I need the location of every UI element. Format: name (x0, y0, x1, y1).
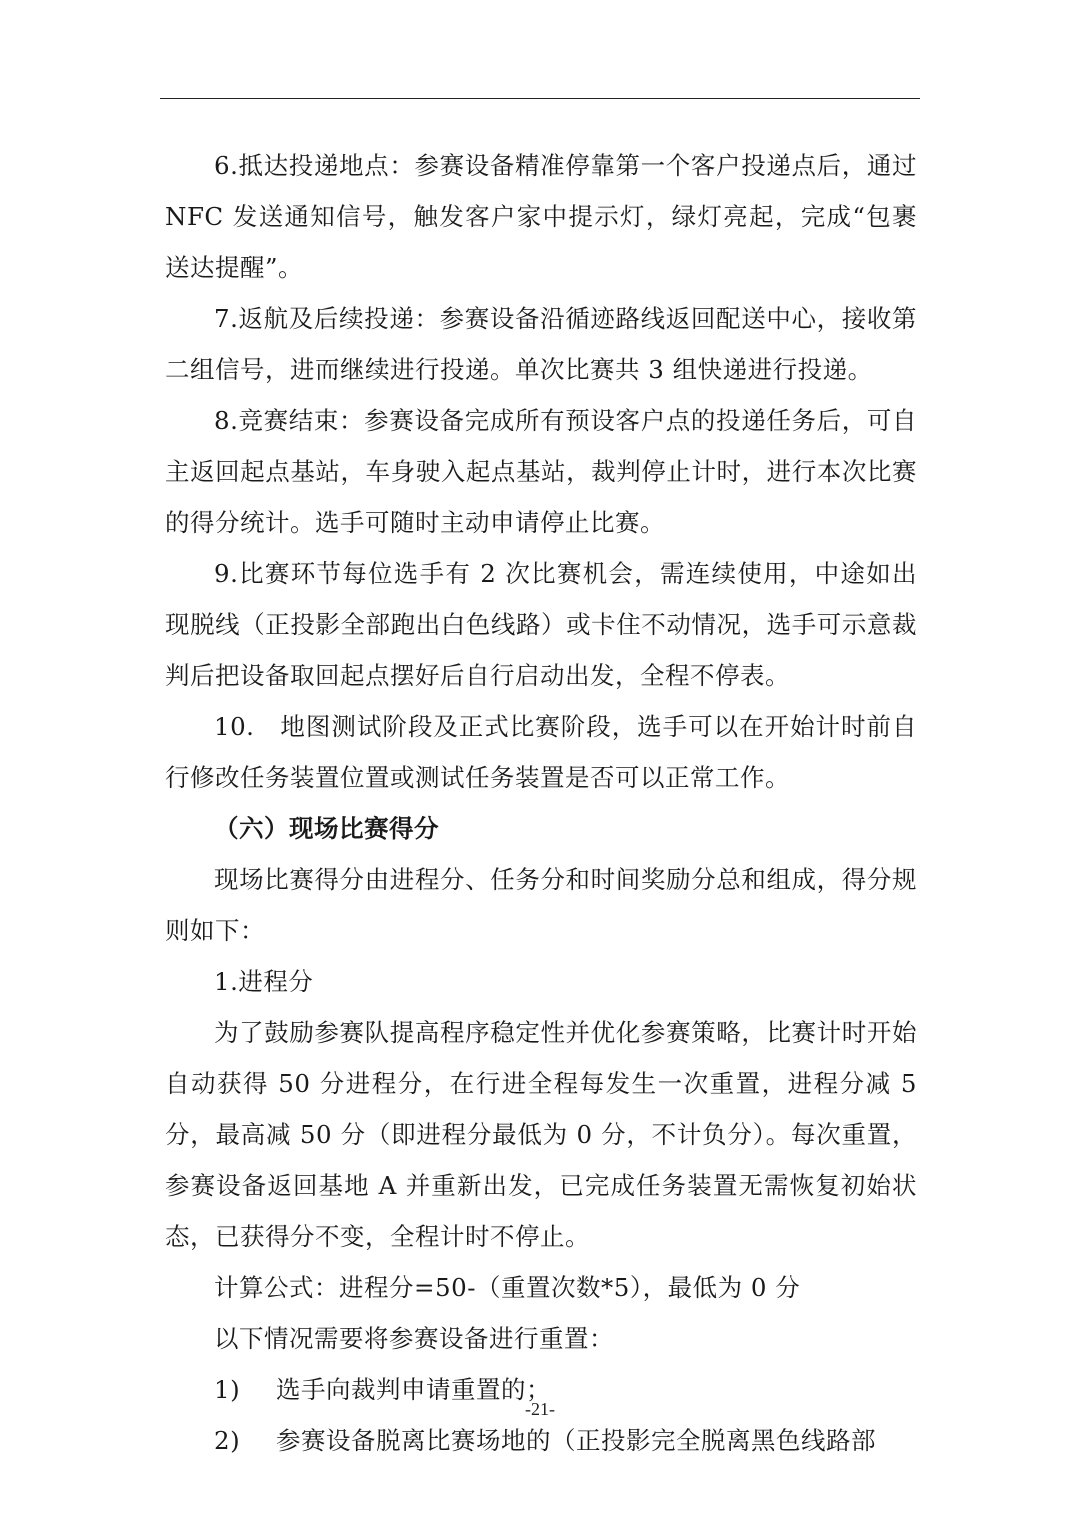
formula-line: 计算公式：进程分=50-（重置次数*5），最低为 0 分 (214, 1273, 801, 1302)
page-number: -21- (525, 1399, 555, 1419)
page-body (165, 140, 917, 1466)
header-rule (160, 98, 920, 99)
subsection-body: 为了鼓励参赛队提高程序稳定性并优化参赛策略，比赛计时开始自动获得 50 分进程分，在行进全程每发生一次重置，进程分减 5 分，最高减 50 分（即进程分最低为 0 分，不计负分）。每次重置，参赛设备返回基地 A 并重新出发，已完成任务装置无需恢复初始状态，已获得分不变，全程计时不停止。 (165, 1018, 917, 1251)
list-item-number: 1) (214, 1375, 241, 1404)
list-item-text: 参赛设备脱离比赛场地的（正投影完全脱离黑色线路部 (276, 1426, 876, 1455)
paragraph-delivery-arrival: 6.抵达投递地点：参赛设备精准停靠第一个客户投递点后，通过 NFC 发送通知信号，触发客户家中提示灯，绿灯亮起，完成“包裹送达提醒”。 (165, 151, 917, 282)
section-heading: （六）现场比赛得分 (214, 814, 439, 843)
paragraph-return-delivery: 7.返航及后续投递：参赛设备沿循迹路线返回配送中心，接收第二组信号，进而继续进行投递。单次比赛共 3 组快递进行投递。 (165, 304, 917, 384)
paragraph-map-test: 10. 地图测试阶段及正式比赛阶段，选手可以在开始计时前自行修改任务装置位置或测试任务装置是否可以正常工作。 (165, 712, 917, 792)
list-item (165, 1415, 917, 1466)
subsection-title: 1.进程分 (214, 967, 314, 996)
section-intro: 现场比赛得分由进程分、任务分和时间奖励分总和组成，得分规则如下： (165, 865, 917, 945)
list-item-text: 选手向裁判申请重置的； (276, 1375, 551, 1404)
list-item-number: 2) (214, 1426, 241, 1455)
paragraph-attempts: 9.比赛环节每位选手有 2 次比赛机会，需连续使用，中途如出现脱线（正投影全部跑出白色线路）或卡住不动情况，选手可示意裁判后把设备取回起点摆好后自行启动出发，全程不停表。 (165, 559, 917, 690)
paragraph-competition-end: 8.竞赛结束：参赛设备完成所有预设客户点的投递任务后，可自主返回起点基站，车身驶入起点基站，裁判停止计时，进行本次比赛的得分统计。选手可随时主动申请停止比赛。 (165, 406, 917, 537)
reset-intro: 以下情况需要将参赛设备进行重置： (214, 1324, 614, 1353)
